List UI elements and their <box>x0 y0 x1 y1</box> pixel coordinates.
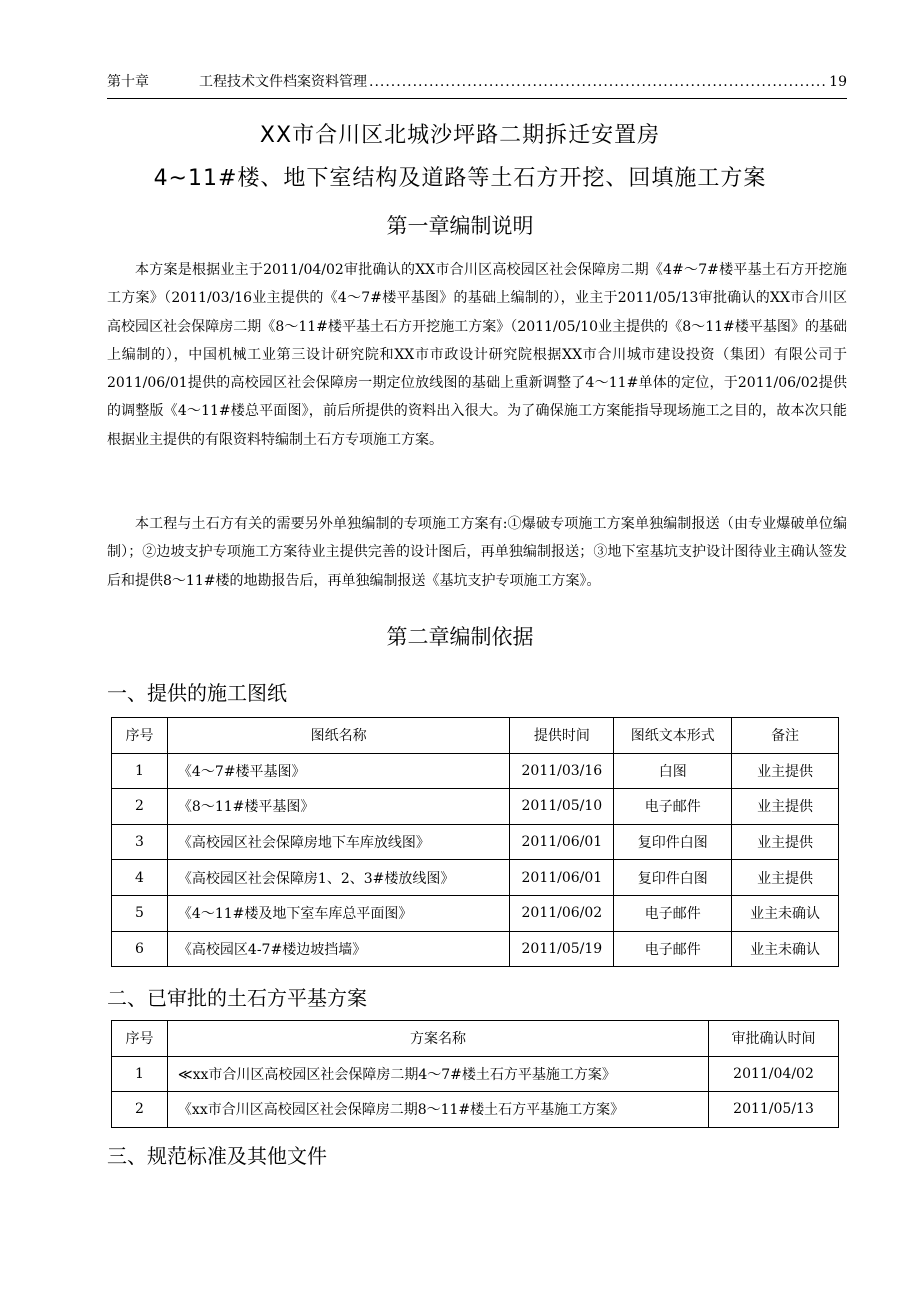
cell-plan-name: ≪xx市合川区高校园区社会保障房二期4～7#楼土石方平基施工方案》 <box>167 1056 708 1092</box>
doc-title-line2: 4~11#楼、地下室结构及道路等土石方开挖、回填施工方案 <box>153 166 767 191</box>
cell-index: 1 <box>112 1056 168 1092</box>
cell-date: 2011/05/19 <box>510 931 614 967</box>
cell-format: 电子邮件 <box>614 789 732 825</box>
col-header: 序号 <box>112 718 168 754</box>
table-header-row <box>112 1021 839 1057</box>
cell-index: 5 <box>112 895 168 931</box>
col-header: 图纸文本形式 <box>614 718 732 754</box>
section1-heading: 一、提供的施工图纸 <box>107 681 287 705</box>
cell-drawing-name: 《高校园区4-7#楼边坡挡墙》 <box>167 931 509 967</box>
cell-index: 6 <box>112 931 168 967</box>
toc-page-number: 19 <box>829 74 847 90</box>
cell-index: 3 <box>112 824 168 860</box>
table-row <box>112 1056 839 1092</box>
chapter2-heading: 第二章编制依据 <box>386 625 534 649</box>
cell-drawing-name: 《4～7#楼平基图》 <box>167 753 509 789</box>
table-row <box>112 931 839 967</box>
cell-format: 白图 <box>614 753 732 789</box>
cell-date: 2011/06/01 <box>510 824 614 860</box>
cell-index: 2 <box>112 1092 168 1128</box>
cell-approval-date: 2011/05/13 <box>709 1092 839 1128</box>
toc-entry[interactable] <box>107 72 847 94</box>
cell-date: 2011/06/02 <box>510 895 614 931</box>
table-header-row <box>112 718 839 754</box>
table-row <box>112 789 839 825</box>
drawings-table <box>111 717 839 967</box>
col-header: 方案名称 <box>167 1021 708 1057</box>
toc-leader-dots <box>369 72 827 92</box>
cell-note: 业主提供 <box>732 824 839 860</box>
cell-note: 业主未确认 <box>732 895 839 931</box>
col-header: 备注 <box>732 718 839 754</box>
cell-format: 复印件白图 <box>614 860 732 896</box>
cell-note: 业主提供 <box>732 860 839 896</box>
section2-heading: 二、已审批的土石方平基方案 <box>107 986 367 1010</box>
cell-note: 业主提供 <box>732 789 839 825</box>
cell-index: 4 <box>112 860 168 896</box>
cell-format: 电子邮件 <box>614 931 732 967</box>
col-header: 提供时间 <box>510 718 614 754</box>
table-row <box>112 860 839 896</box>
table-row <box>112 753 839 789</box>
col-header: 图纸名称 <box>167 718 509 754</box>
cell-drawing-name: 《高校园区社会保障房地下车库放线图》 <box>167 824 509 860</box>
paragraph-2: 本工程与土石方有关的需要另外单独编制的专项施工方案有:①爆破专项施工方案单独编制报送（由专业爆破单位编制）；②边坡支护专项施工方案待业主提供完善的设计图后，再单独编制报送；③地下室基坑支护设计图待业主确认签发后和提供8～11#楼的地勘报告后，再单独编制报送《基坑支护专项施工方案》。 <box>107 516 847 589</box>
toc-chapter: 第十章 <box>107 74 149 90</box>
cell-note: 业主未确认 <box>732 931 839 967</box>
cell-drawing-name: 《4～11#楼及地下室车库总平面图》 <box>167 895 509 931</box>
paragraph-1: 本方案是根据业主于2011/04/02审批确认的XX市合川区高校园区社会保障房二期《4#～7#楼平基土石方开挖施工方案》（2011/03/16业主提供的《4～7#楼平基图》的基础上编制的），业主于2011/05/13审批确认的XX市合川区高校园区社会保障房二期《8～11#楼平基土石方开挖施工方案》（2011/05/10业主提供的《8～11#楼平基图》的基础上编制的），中国机械工业第三设计研究院和XX市市政设计研究院根据XX市合川城市建设投资（集团）有限公司于2011/06/01提供的高校园区社会保障房一期定位放线图的基础上重新调整了4～11#单体的定位，于2011/06/02提供的调整版《4～11#楼总平面图》，前后所提供的资料出入很大。为了确保施工方案能指导现场施工之目的，故本次只能根据业主提供的有限资料特编制土石方专项施工方案。 <box>107 262 847 448</box>
approved-plans-table <box>111 1020 839 1128</box>
cell-index: 1 <box>112 753 168 789</box>
chapter1-heading: 第一章编制说明 <box>386 214 534 238</box>
cell-drawing-name: 《8～11#楼平基图》 <box>167 789 509 825</box>
cell-note: 业主提供 <box>732 753 839 789</box>
section3-heading: 三、规范标准及其他文件 <box>107 1144 327 1168</box>
cell-format: 复印件白图 <box>614 824 732 860</box>
header-rule <box>107 98 847 99</box>
cell-plan-name: 《xx市合川区高校园区社会保障房二期8～11#楼土石方平基施工方案》 <box>167 1092 708 1128</box>
cell-index: 2 <box>112 789 168 825</box>
cell-format: 电子邮件 <box>614 895 732 931</box>
table-row <box>112 1092 839 1128</box>
cell-approval-date: 2011/04/02 <box>709 1056 839 1092</box>
doc-title-line1: XX市合川区北城沙坪路二期拆迁安置房 <box>259 123 661 148</box>
col-header: 审批确认时间 <box>709 1021 839 1057</box>
cell-date: 2011/06/01 <box>510 860 614 896</box>
cell-drawing-name: 《高校园区社会保障房1、2、3#楼放线图》 <box>167 860 509 896</box>
col-header: 序号 <box>112 1021 168 1057</box>
table-row <box>112 824 839 860</box>
toc-title: 工程技术文件档案资料管理 <box>199 74 367 90</box>
cell-date: 2011/03/16 <box>510 753 614 789</box>
cell-date: 2011/05/10 <box>510 789 614 825</box>
table-row <box>112 895 839 931</box>
